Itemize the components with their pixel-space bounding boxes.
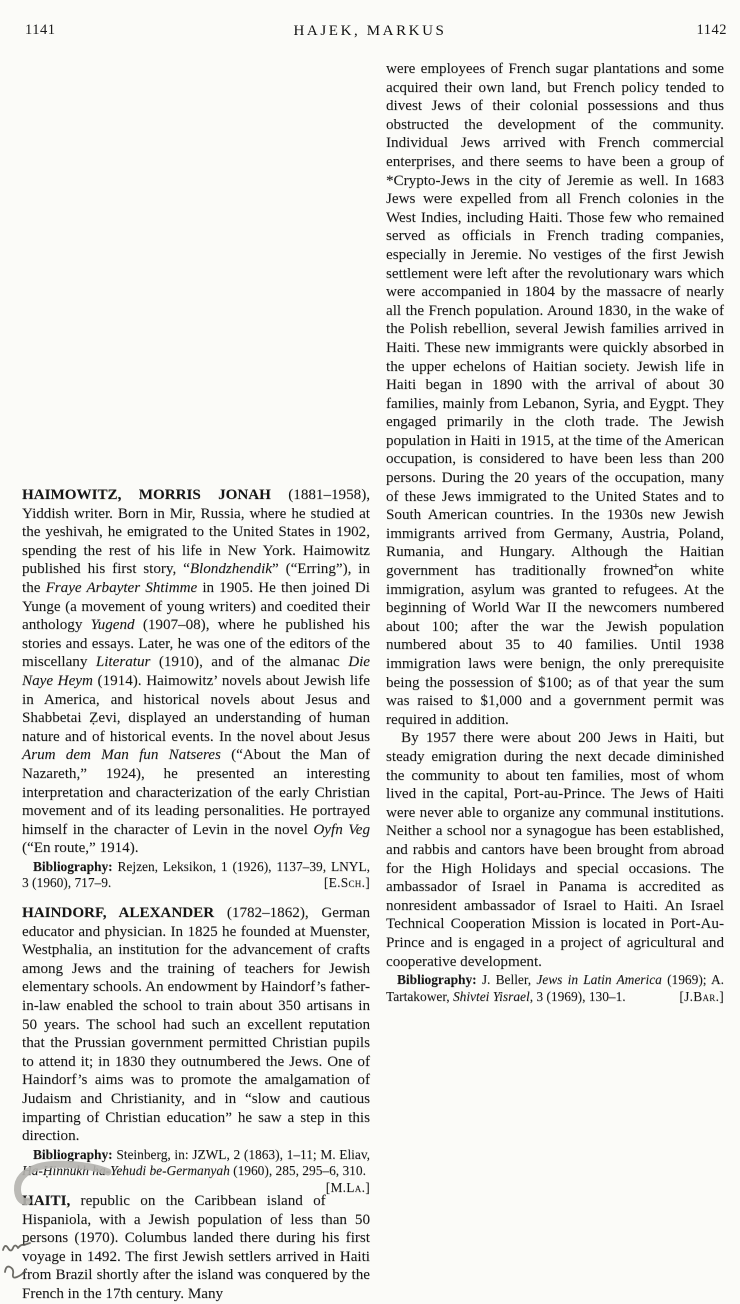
haiti-second-paragraph: By 1957 there were about 200 Jews in Haiti, but steady emigration during the next decade diminished the community to about ten families, most of whom lived in the capital, Port-au-Prince. The Jews of Haiti were never able to organize any communal institutions. Neither a school nor a synagogue has been established, and rabbis and cantors have been brought from abroad for the High Holidays and special occasions. The ambassador of Israel in Panama is accredited as nonresident ambassador of Israel to Haiti. An Israel Technical Cooperation Mission is located in Port-Au-Prince and is engaged in a project of agricultural and cooperative development. bbox=[386, 730, 724, 970]
entry-haiti bbox=[22, 1192, 370, 1304]
author-signature: [M.La.] bbox=[325, 1179, 370, 1195]
entry-haimowitz-bibliography bbox=[22, 859, 370, 892]
running-title: HAJEK, MARKUS bbox=[293, 23, 447, 39]
author-signature: [J.Bar.] bbox=[679, 988, 724, 1004]
entry-haindorf-body: HAINDORF, ALEXANDER (1782–1862), German educator and physician. In 1825 he founded at Muenster, Westphalia, an institution for the advancement of crafts among Jews and the training of teachers for Jewish elementary schools. An endowment by Haindorf’s father-in-law enabled the school to train about 350 artisans in 50 years. The school had such an excellent reputation that the Prussian government permitted Christian pupils to attend it; in 1830 they outnumbered the Jews. One of Haindorf’s aims was to promote the amalgamation of Judaism and Christianity, and in “slow and cautious imparting of Christian education” he saw a step in this direction. bbox=[22, 905, 370, 1145]
author-signature: [E.Sch.] bbox=[323, 875, 370, 891]
entry-haindorf-bibliography bbox=[22, 1146, 370, 1195]
entry-haimowitz-body: HAIMOWITZ, MORRIS JONAH (1881–1958), Yiddish writer. Born in Mir, Russia, where he studied at the yeshivah, he emigrated to the United States in 1902, spending the rest of his life in New York. Haimowitz published his first story, “Blondzhendik” (“Erring”), in the Fraye Arbayter Shtimme in 1905. He then joined Di Yunge (a movement of young writers) and coedited their anthology Yugend (1907–08), where he published his stories and essays. Later, he was one of the editors of the miscellany Literatur (1910), and of the almanac Die Naye Heym (1914). Haimowitz’ novels about Jewish life in America, and historical novels about Jesus and Shabbetai Ẓevi, displayed an understanding of human nature and of historical events. In the novel about Jesus Arum dem Man fun Natseres (“About the Man of Nazareth,” 1924), he presented an interesting interpretation and characterization of the early Christian movement and of its leading personalities. He portrayed himself in the character of Levin in the novel Oyfn Veg (“En route,” 1914). bbox=[22, 487, 371, 857]
entry-haiti-body: HAITI, republic on the Caribbean island of Hispaniola, with a Jewish population of less than 50 persons (1970). Columbus landed there during his first voyage in 1492. The first Jewish settlers arrived in Haiti from Brazil shortly after the island was conquered by the French in the 17th century. Many bbox=[22, 1192, 370, 1302]
bibliography-text: Bibliography: Rejzen, Leksikon, 1 (1926), 1137–39, LNYL, 3 (1960), 717–9. bbox=[22, 858, 370, 891]
right-column bbox=[386, 60, 724, 1178]
entry-haindorf bbox=[22, 904, 370, 1195]
left-column bbox=[22, 60, 371, 1302]
haiti-bibliography bbox=[386, 972, 724, 1005]
page-number-right: 1142 bbox=[696, 22, 727, 38]
haiti-continuation-paragraph: were employees of French sugar plantations and some acquired their own land, but French policy tended to divest Jews of their colonial possessions and thus obstructed the development of the community. Individual Jews arrived with French commercial enterprises, and there seems to have been a group of *Crypto-Jews in the city of Jeremie as well. In 1683 Jews were expelled from all French colonies in the West Indies, including Haiti. Those few who remained served as officials in French trading companies, especially in Jeremie. No vestiges of the first Jewish settlement were left after the revolutionary wars which were accompanied in 1804 by the massacre of nearly all the French population. Around 1830, in the wake of the Polish rebellion, several Jewish families arrived in Haiti. These new immigrants were quickly absorbed in the upper echelons of Haitian society. Jewish life in Haiti began in 1890 with the arrival of about 30 families, mainly from Lebanon, Syria, and Eygpt. They engaged primarily in the cloth trade. The Jewish population in Haiti in 1915, at the time of the American occupation, is considered to have been less than 200 persons. During the 20 years of the occupation, many of these Jews immigrated to the United States and to South American countries. In the 1930s new Jewish immigrants arrived from Germany, Austria, Poland, Rumania, and Hungary. Although the Haitian government has traditionally frowned+on white immigration, asylum was granted to refugees. At the beginning of World War II the newcomers numbered about 100; after the war the Jewish population numbered about 35 to 40 families. Until 1938 immigration laws were benign, the only prerequisite being the possession of $100; as of that year the sum was raised to $1,000 and a government permit was required in addition. bbox=[386, 61, 724, 728]
bibliography-text: Bibliography: Steinberg, in: JZWL, 2 (1863), 1–11; M. Eliav, Ha-Ḥinnukh ha-Yehudi be-Germanyah (1960), 285, 295–6, 310. bbox=[22, 1146, 370, 1179]
running-head bbox=[0, 20, 740, 44]
bibliography-text: Bibliography: J. Beller, Jews in Latin America (1969); A. Tartakower, Shivtei Yisrael, 3 (1969), 130–1. bbox=[386, 972, 724, 1004]
entry-haimowitz bbox=[22, 486, 370, 892]
page-number-left: 1141 bbox=[25, 22, 56, 38]
